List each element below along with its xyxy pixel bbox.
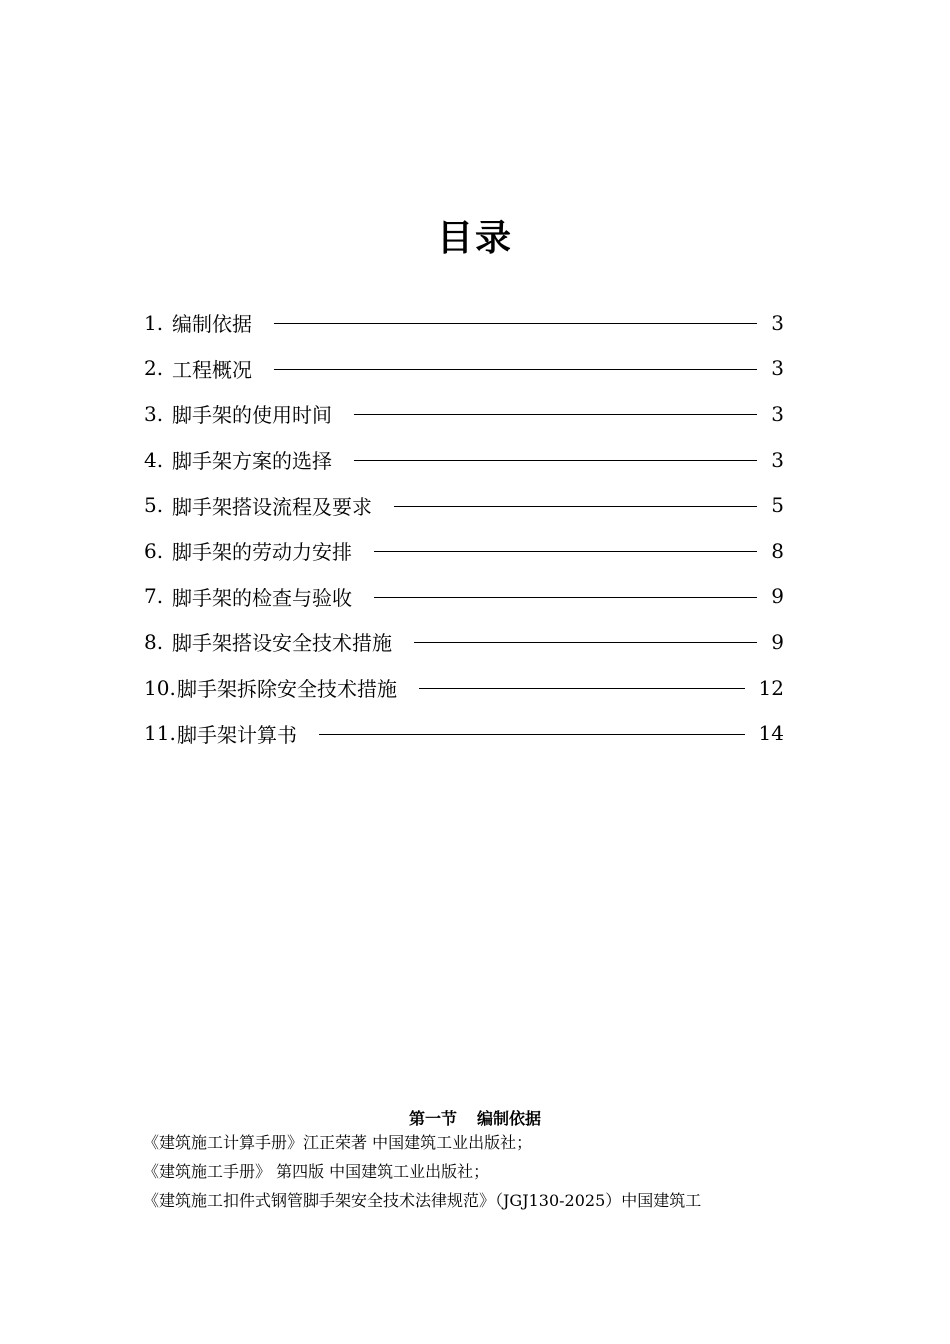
toc-entry-label: 脚手架的检查与验收 xyxy=(172,585,352,610)
toc-entry[interactable] xyxy=(144,346,784,392)
toc-leader-line xyxy=(274,323,757,324)
table-of-contents xyxy=(144,300,784,756)
toc-entry-label: 脚手架搭设安全技术措施 xyxy=(172,631,392,656)
toc-entry-number: 6. xyxy=(144,538,164,563)
toc-leader-line xyxy=(354,460,757,461)
toc-entry-page: 3 xyxy=(771,356,784,381)
toc-entry-label: 脚手架的劳动力安排 xyxy=(172,540,352,565)
toc-entry-number: 5. xyxy=(144,493,164,518)
section-heading xyxy=(0,1106,950,1129)
toc-entry-label: 脚手架的使用时间 xyxy=(172,403,332,428)
toc-entry-label: 脚手架计算书 xyxy=(177,722,297,747)
reference-item: 《建筑施工扣件式钢管脚手架安全技术法律规范》（JGJ130-2025）中国建筑工 xyxy=(143,1191,702,1210)
toc-leader-line xyxy=(419,688,745,689)
toc-entry-label: 编制依据 xyxy=(172,312,252,337)
toc-leader-line xyxy=(274,369,757,370)
toc-entry[interactable] xyxy=(144,710,784,756)
toc-leader-line xyxy=(319,734,745,735)
reference-item: 《建筑施工计算手册》江正荣著 中国建筑工业出版社； xyxy=(143,1133,533,1152)
toc-entry-label: 脚手架搭设流程及要求 xyxy=(172,494,372,519)
toc-entry-page: 9 xyxy=(771,629,784,654)
toc-entry[interactable] xyxy=(144,665,784,711)
page-title: 目录 xyxy=(436,218,513,259)
toc-entry-page: 12 xyxy=(758,675,784,700)
toc-entry[interactable] xyxy=(144,619,784,665)
toc-entry-number: 1. xyxy=(144,310,164,335)
toc-leader-line xyxy=(374,551,757,552)
toc-entry-page: 9 xyxy=(771,584,784,609)
toc-entry-number: 3. xyxy=(144,401,164,426)
toc-entry-number: 4. xyxy=(144,447,164,472)
toc-entry-label: 工程概况 xyxy=(172,357,252,382)
toc-entry-page: 14 xyxy=(758,721,784,746)
toc-entry[interactable] xyxy=(144,528,784,574)
toc-entry-page: 5 xyxy=(771,493,784,518)
toc-entry[interactable] xyxy=(144,437,784,483)
toc-entry-page: 8 xyxy=(771,538,784,563)
section-title: 编制依据 xyxy=(477,1109,542,1128)
toc-entry[interactable] xyxy=(144,574,784,620)
toc-entry-page: 3 xyxy=(771,447,784,472)
toc-leader-line xyxy=(414,642,757,643)
toc-entry-number: 7. xyxy=(144,584,164,609)
toc-entry-number: 11. xyxy=(144,721,176,746)
toc-leader-line xyxy=(354,414,757,415)
toc-leader-line xyxy=(374,597,757,598)
toc-entry-number: 8. xyxy=(144,629,164,654)
toc-entry-number: 10. xyxy=(144,675,176,700)
toc-entry-number: 2. xyxy=(144,356,164,381)
toc-entry[interactable] xyxy=(144,300,784,346)
toc-entry-page: 3 xyxy=(771,401,784,426)
toc-entry-page: 3 xyxy=(771,310,784,335)
reference-item: 《建筑施工手册》 第四版 中国建筑工业出版社； xyxy=(143,1162,490,1181)
toc-entry[interactable] xyxy=(144,391,784,437)
toc-entry-label: 脚手架方案的选择 xyxy=(172,449,332,474)
toc-entry[interactable] xyxy=(144,482,784,528)
section-number: 第一节 xyxy=(408,1109,457,1128)
toc-leader-line xyxy=(394,506,757,507)
toc-entry-label: 脚手架拆除安全技术措施 xyxy=(177,677,397,702)
reference-list xyxy=(143,1128,701,1215)
